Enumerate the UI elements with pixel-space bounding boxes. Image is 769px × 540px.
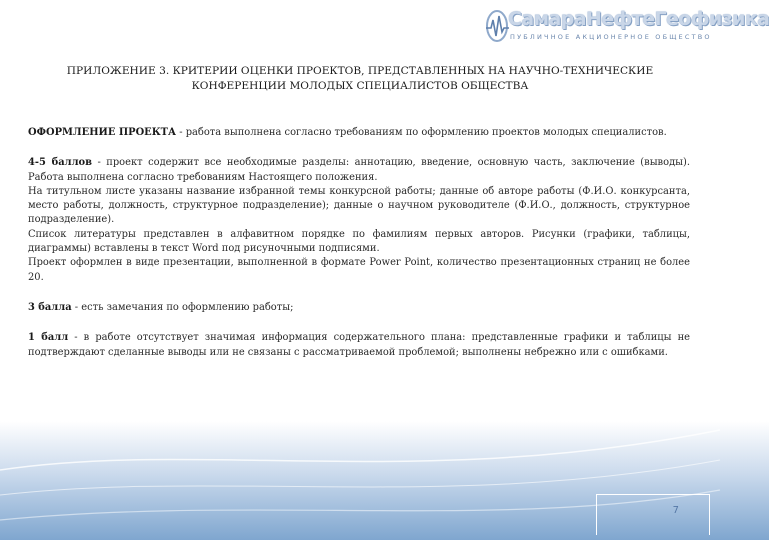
score-3-label: 3 балла — [28, 301, 72, 313]
page-title-line-2: КОНФЕРЕНЦИИ МОЛОДЫХ СПЕЦИАЛИСТОВ ОБЩЕСТВА — [191, 80, 529, 92]
company-logo — [482, 6, 769, 50]
score-4-5-paragraph — [28, 156, 690, 185]
score-3-text: - есть замечания по оформлению работы; — [71, 301, 294, 313]
score-4-5-text: - проект содержит все необходимые разделы: аннотацию, введение, основную часть, заключение (выводы). Работа выполнена согласно требованиям Настоящего положения. — [28, 157, 690, 183]
logo-subtitle: ПУБЛИЧНОЕ АКЦИОНЕРНОЕ ОБЩЕСТВО — [510, 33, 712, 41]
title-page-paragraph: На титульном листе указаны название избранной темы конкурсной работы; данные об авторе работы (Ф.И.О. конкурсанта, место работы, должность, структурное подразделение); данные о научном руководителе (Ф.И.О., должность, структурное подразделение). — [28, 185, 690, 226]
score-1-text: - в работе отсутствует значимая информация содержательного плана: представленные графики и таблицы не подтверждают сделанные выводы или не связаны с рассматриваемой проблемой; выполнены небрежно или с ошибками. — [28, 332, 690, 358]
score-1-label: 1 балл — [28, 332, 69, 344]
presentation-paragraph: Проект оформлен в виде презентации, выполненной в формате Power Point, количество презентационных страниц не более 20. — [28, 257, 690, 283]
page-number: 7 — [672, 505, 679, 516]
design-text: - работа выполнена согласно требованиям по оформлению проектов молодых специалистов. — [176, 127, 667, 138]
design-paragraph — [28, 126, 690, 140]
score-1-paragraph — [28, 331, 690, 360]
logo-emblem-icon — [482, 6, 510, 46]
page-title — [18, 64, 702, 94]
logo-name: СамараНефтеГеофизика — [508, 8, 769, 30]
score-3-paragraph — [28, 301, 690, 315]
page-number-frame — [596, 494, 710, 535]
page-title-line-1: ПРИЛОЖЕНИЕ 3. КРИТЕРИИ ОЦЕНКИ ПРОЕКТОВ, ПРЕДСТАВЛЕННЫХ НА НАУЧНО-ТЕХНИЧЕСКИЕ — [66, 65, 654, 77]
criteria-content — [28, 126, 690, 360]
design-label: ОФОРМЛЕНИЕ ПРОЕКТА — [28, 127, 177, 138]
score-4-5-label: 4-5 баллов — [28, 157, 92, 169]
references-paragraph: Список литературы представлен в алфавитном порядке по фамилиям первых авторов. Рисунки (графики, таблицы, диаграммы) вставлены в текст Word под рисуночными подписями. — [28, 228, 690, 255]
